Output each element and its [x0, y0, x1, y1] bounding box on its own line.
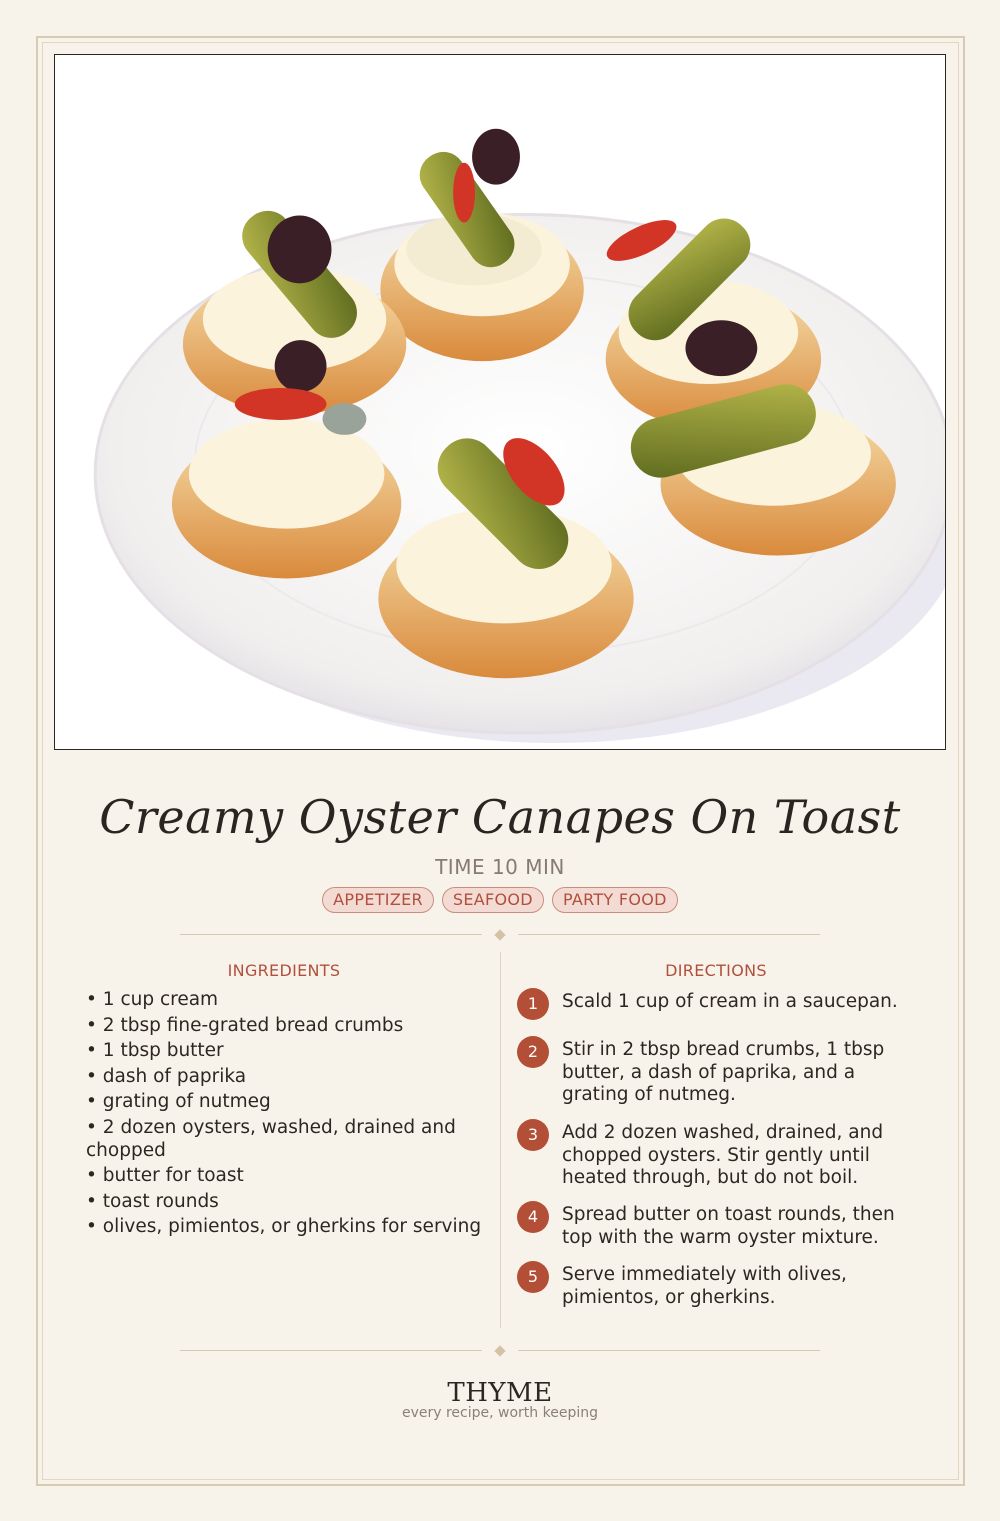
ingredient-item: • dash of paprika: [86, 1065, 247, 1087]
tag-appetizer[interactable]: APPETIZER: [322, 887, 434, 913]
step-number: 4: [517, 1201, 549, 1233]
divider-top: [180, 929, 820, 941]
step-text: Serve immediately with olives, pimientos, or gherkins.: [562, 1264, 847, 1308]
column-divider: [500, 952, 501, 1328]
direction-step: [517, 1119, 927, 1190]
tag-seafood[interactable]: SEAFOOD: [442, 887, 544, 913]
step-text: Stir in 2 tbsp bread crumbs, 1 tbsp butter, a dash of paprika, and a grating of nutmeg.: [562, 1039, 885, 1105]
ingredient-item: • toast rounds: [86, 1190, 219, 1212]
directions-heading: DIRECTIONS: [665, 961, 767, 980]
ingredient-item: • grating of nutmeg: [86, 1091, 271, 1112]
tag-list: [0, 887, 1000, 913]
step-text: Add 2 dozen washed, drained, and chopped oysters. Stir gently until heated through, but do not boil.: [562, 1122, 884, 1188]
recipe-photo: [54, 54, 946, 750]
direction-step: [517, 1201, 927, 1249]
step-text: Spread butter on toast rounds, then top with the warm oyster mixture.: [562, 1204, 895, 1248]
step-number: 5: [517, 1261, 549, 1293]
ingredient-item: • 1 cup cream: [86, 989, 219, 1010]
diamond-icon: [494, 1345, 505, 1356]
direction-step: [517, 1261, 927, 1309]
ingredients-list: [86, 988, 486, 1241]
diamond-icon: [494, 929, 505, 940]
ingredient-item: • butter for toast: [86, 1165, 244, 1186]
direction-step: [517, 1036, 927, 1107]
ingredient-item: • 2 tbsp fine-grated bread crumbs: [86, 1014, 404, 1036]
step-number: 1: [517, 988, 549, 1020]
step-number: 3: [517, 1119, 549, 1151]
recipe-title: Creamy Oyster Canapes On Toast: [99, 790, 901, 844]
ingredient-item: • olives, pimientos, or gherkins for serving: [86, 1216, 482, 1237]
recipe-time: TIME 10 MIN: [435, 855, 565, 879]
brand-tagline: every recipe, worth keeping: [401, 1405, 598, 1421]
divider-bottom: [180, 1345, 820, 1357]
brand-logo: THYME: [447, 1378, 553, 1408]
ingredients-heading: INGREDIENTS: [227, 961, 341, 980]
ingredient-item: • 2 dozen oysters, washed, drained and chopped: [86, 1116, 456, 1161]
canape-top: [380, 129, 583, 361]
step-text: Scald 1 cup of cream in a saucepan.: [562, 991, 898, 1012]
tag-party-food[interactable]: PARTY FOOD: [552, 887, 678, 913]
ingredient-item: • 1 tbsp butter: [86, 1040, 224, 1061]
step-number: 2: [517, 1036, 549, 1068]
direction-step: [517, 988, 927, 1020]
